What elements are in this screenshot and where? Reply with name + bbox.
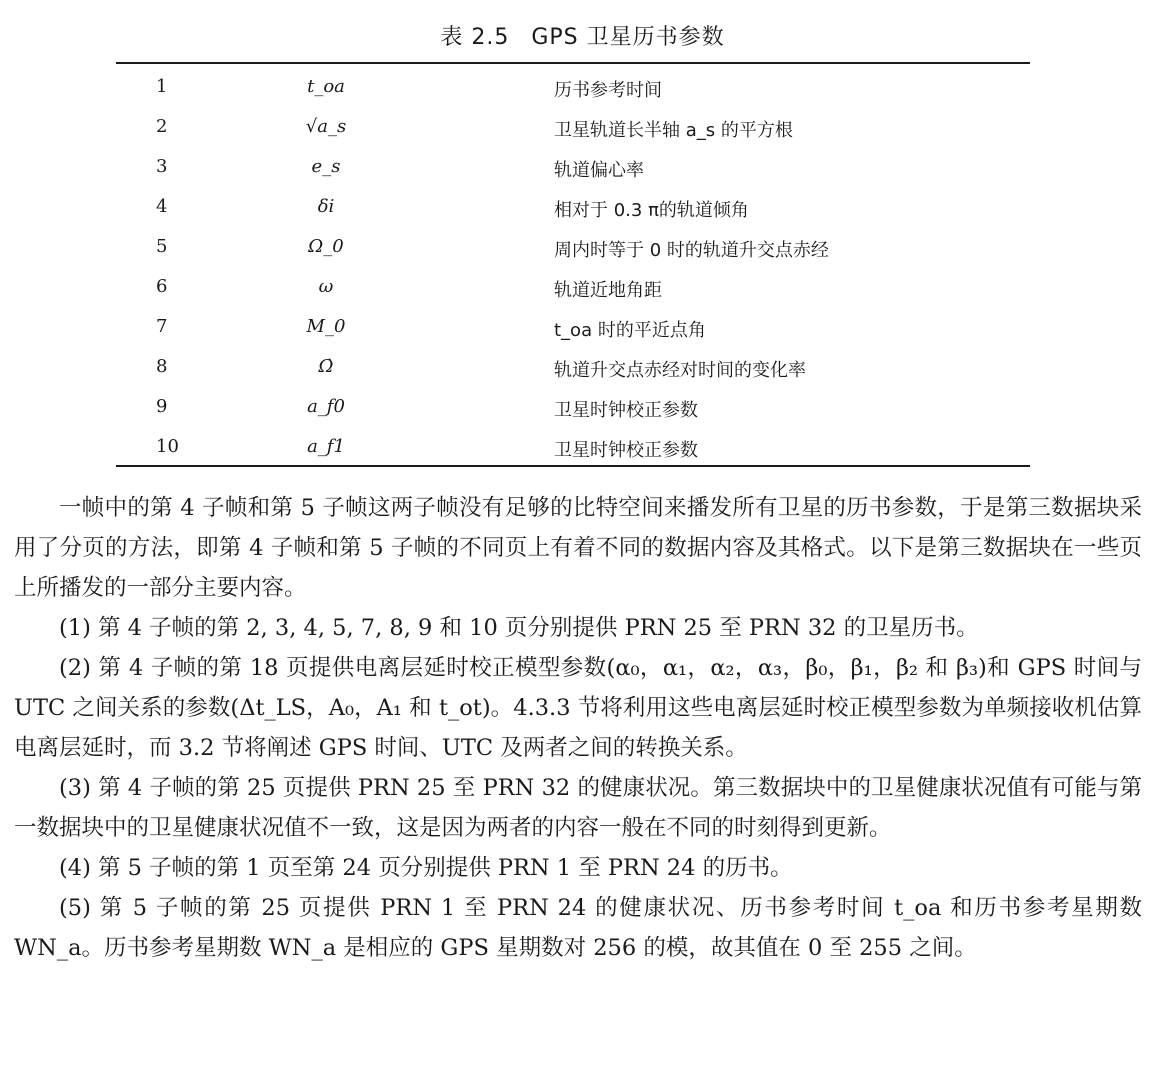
almanac-parameter-table [116,68,1030,468]
row-description: 轨道近地角距 [554,280,662,301]
row-description: 卫星轨道长半轴 a_s 的平方根 [554,120,793,141]
row-symbol: √a_s [305,116,347,137]
table-row [116,268,1030,308]
table-bottom-rule [116,465,1030,467]
paragraph-item-4: (4) 第 5 子帧的第 1 页至第 24 页分别提供 PRN 1 至 PRN 24 的历书。 [59,855,793,881]
row-description: 历书参考时间 [554,80,662,101]
row-symbol: δi [317,196,335,217]
row-description: 周内时等于 0 时的轨道升交点赤经 [554,240,829,261]
paragraph-item-3: (3) 第 4 子帧的第 25 页提供 PRN 25 至 PRN 32 的健康状况。第三数据块中的卫星健康状况值有可能与第一数据块中的卫星健康状况值不一致，这是因为两者的内容一般在不同的时刻得到更新。 [14,775,1142,841]
row-symbol: e_s [311,156,341,177]
row-description: 相对于 0.3 π的轨道倾角 [554,200,749,221]
table-row [116,108,1030,148]
body-text [14,488,1142,968]
row-symbol: Ω_0 [308,236,344,257]
table-top-rule [116,62,1030,64]
row-number: 5 [156,236,168,257]
row-number: 3 [156,156,168,177]
row-symbol: Ω̇ [318,356,334,377]
row-number: 2 [156,116,168,137]
row-number: 6 [156,276,168,297]
table-number: 表 2.5 [440,25,510,50]
row-number: 10 [156,436,179,457]
row-symbol: a_f0 [307,396,345,417]
row-symbol: ω [318,276,334,297]
table-row [116,148,1030,188]
paragraph-item-5: (5) 第 5 子帧的第 25 页提供 PRN 1 至 PRN 24 的健康状况、历书参考时间 t_oa 和历书参考星期数 WN_a。历书参考星期数 WN_a 是相应的 GPS 星期数对 256 的模，故其值在 0 至 255 之间。 [14,895,1142,961]
table-row [116,68,1030,108]
row-symbol: M_0 [306,316,346,337]
table-row [116,228,1030,268]
table-row [116,348,1030,388]
row-number: 1 [156,76,168,97]
table-row [116,428,1030,468]
row-symbol: t_oa [307,76,345,97]
row-number: 7 [156,316,168,337]
row-number: 9 [156,396,168,417]
table-caption [0,20,1165,51]
row-number: 4 [156,196,168,217]
paragraph-item-1: (1) 第 4 子帧的第 2, 3, 4, 5, 7, 8, 9 和 10 页分别提供 PRN 25 至 PRN 32 的卫星历书。 [59,615,979,641]
row-number: 8 [156,356,168,377]
table-title: GPS 卫星历书参数 [531,25,725,50]
paragraph-intro: 一帧中的第 4 子帧和第 5 子帧这两子帧没有足够的比特空间来播发所有卫星的历书参数，于是第三数据块采用了分页的方法，即第 4 子帧和第 5 子帧的不同页上有着不同的数据内容及其格式。以下是第三数据块在一些页上所播发的一部分主要内容。 [14,495,1142,601]
row-description: 卫星时钟校正参数 [554,400,698,421]
row-description: t_oa 时的平近点角 [554,320,706,341]
table-row [116,388,1030,428]
table-row [116,188,1030,228]
row-description: 轨道升交点赤经对时间的变化率 [554,360,806,381]
table-row [116,308,1030,348]
row-description: 轨道偏心率 [554,160,644,181]
row-description: 卫星时钟校正参数 [554,440,698,461]
paragraph-item-2: (2) 第 4 子帧的第 18 页提供电离层延时校正模型参数(α₀，α₁，α₂，α₃，β₀，β₁，β₂ 和 β₃)和 GPS 时间与 UTC 之间关系的参数(Δt_LS，A₀，A₁ 和 t_ot)。4.3.3 节将利用这些电离层延时校正模型参数为单频接收机估算电离层延时，而 3.2 节将阐述 GPS 时间、UTC 及两者之间的转换关系。 [14,655,1142,761]
row-symbol: a_f1 [307,436,345,457]
